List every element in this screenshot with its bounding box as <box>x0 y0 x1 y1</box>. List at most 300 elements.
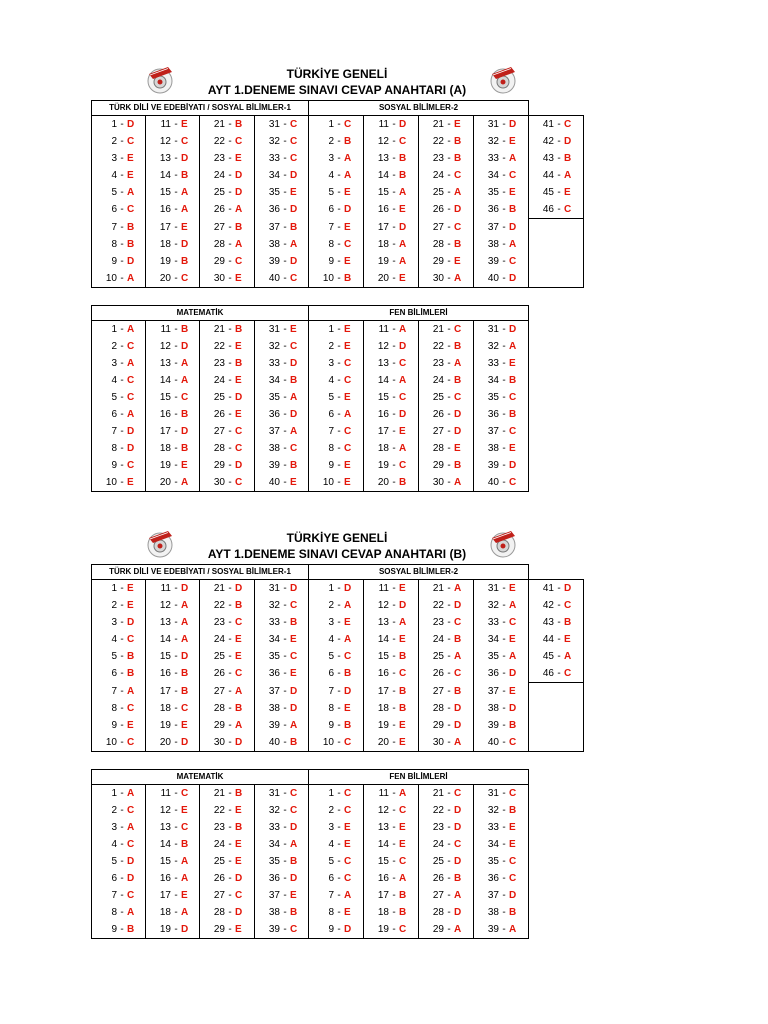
answer-cell: 28 - D <box>419 700 474 717</box>
question-number: 33 <box>487 358 499 369</box>
question-number: 46 <box>542 204 554 215</box>
answer-letter: D <box>290 583 298 594</box>
answer-cell: 36 - D <box>474 665 529 683</box>
answer-cell: 39 - C <box>474 253 529 270</box>
question-number: 28 <box>213 239 225 250</box>
answer-cell: 19 - E <box>146 457 200 474</box>
answer-letter: B <box>399 651 407 662</box>
question-number: 26 <box>213 668 225 680</box>
question-number: 42 <box>542 136 554 147</box>
answer-letter: E <box>399 720 406 731</box>
answer-letter: D <box>454 907 462 918</box>
answer-letter: D <box>509 273 517 284</box>
section-header: FEN BİLİMLERİ <box>309 770 529 785</box>
question-number: 13 <box>159 617 171 628</box>
answer-cell: 8 - C <box>309 236 364 253</box>
question-number: 21 <box>432 583 444 594</box>
question-number: 9 <box>111 924 117 935</box>
answer-letter: D <box>127 873 135 884</box>
answer-cell: 1 - D <box>92 116 146 134</box>
answer-letter: C <box>454 324 462 335</box>
answer-cell: 40 - B <box>255 734 309 752</box>
question-number: 30 <box>432 737 444 748</box>
answer-table-literature-social <box>91 564 584 752</box>
answer-letter: C <box>454 839 462 850</box>
answer-cell: 17 - B <box>146 683 200 701</box>
answer-cell: 13 - D <box>146 150 200 167</box>
question-number: 36 <box>487 873 499 884</box>
answer-cell: 6 - C <box>309 870 364 887</box>
answer-cell: 29 - C <box>200 253 255 270</box>
question-number: 39 <box>487 256 499 267</box>
answer-letter: C <box>235 890 243 901</box>
answer-letter: C <box>290 273 298 284</box>
answer-letter: B <box>235 788 243 799</box>
answer-cell: 35 - C <box>255 648 309 665</box>
answer-cell: 9 - D <box>309 921 364 939</box>
answer-cell: 25 - E <box>200 853 255 870</box>
answer-letter: C <box>564 600 572 611</box>
question-number: 32 <box>487 600 499 611</box>
exam-logo-icon <box>146 66 174 94</box>
question-number: 23 <box>213 617 225 628</box>
answer-letter: C <box>344 426 352 437</box>
answer-letter: B <box>290 375 298 386</box>
answer-cell: 31 - D <box>474 116 529 134</box>
answer-cell: 36 - B <box>474 406 529 423</box>
answer-letter: C <box>127 703 135 714</box>
answer-cell: 36 - D <box>255 201 309 219</box>
answer-cell: 5 - E <box>309 389 364 406</box>
answer-cell: 23 - C <box>419 614 474 631</box>
answer-letter: C <box>235 443 243 454</box>
answer-cell: 41 - C <box>529 116 584 134</box>
answer-cell: 38 - B <box>474 904 529 921</box>
question-number: 36 <box>268 204 280 216</box>
answer-cell: 15 - D <box>146 648 200 665</box>
question-number: 14 <box>159 375 171 386</box>
answer-letter: C <box>127 839 135 850</box>
question-number: 24 <box>432 634 444 645</box>
answer-cell: 21 - C <box>419 785 474 803</box>
answer-letter: E <box>509 443 516 454</box>
answer-cell: 6 - C <box>92 201 146 219</box>
answer-letter: B <box>509 805 517 816</box>
answer-letter: C <box>399 136 407 147</box>
answer-letter: A <box>181 204 189 216</box>
question-number: 12 <box>159 805 171 816</box>
question-number: 9 <box>328 460 334 471</box>
answer-cell: 25 - E <box>200 648 255 665</box>
question-number: 28 <box>213 443 225 454</box>
answer-letter: D <box>399 600 407 611</box>
answer-letter: C <box>290 443 298 454</box>
answer-letter: D <box>181 426 189 437</box>
answer-letter: C <box>399 924 407 935</box>
answer-cell: 36 - D <box>255 870 309 887</box>
answer-cell: 12 - C <box>364 802 419 819</box>
answer-letter: D <box>509 460 517 471</box>
answer-table-math-science <box>91 305 529 492</box>
answer-letter: E <box>344 477 351 488</box>
answer-cell: 4 - C <box>309 372 364 389</box>
answer-cell: 16 - B <box>146 665 200 683</box>
answer-cell: 26 - E <box>200 406 255 423</box>
question-number: 5 <box>328 651 334 662</box>
question-number: 30 <box>213 273 225 284</box>
question-number: 31 <box>268 324 280 335</box>
answer-cell: 45 - A <box>529 648 584 665</box>
question-number: 31 <box>487 119 499 130</box>
answer-cell: 5 - C <box>309 648 364 665</box>
question-number: 11 <box>378 119 389 130</box>
question-number: 2 <box>328 136 334 147</box>
answer-letter: E <box>399 839 406 850</box>
answer-cell: 9 - E <box>309 253 364 270</box>
answer-cell: 32 - A <box>474 597 529 614</box>
answer-cell: 6 - B <box>92 665 146 683</box>
answer-letter: E <box>181 221 188 233</box>
answer-cell: 11 - B <box>146 321 200 339</box>
answer-letter: B <box>235 221 243 233</box>
answer-cell: 33 - E <box>474 355 529 372</box>
answer-cell: 41 - D <box>529 580 584 598</box>
answer-letter: C <box>127 460 135 471</box>
answer-cell: 1 - E <box>309 321 364 339</box>
question-number: 25 <box>432 856 444 867</box>
question-number: 27 <box>432 221 444 233</box>
question-number: 39 <box>487 924 499 935</box>
answer-letter: D <box>509 890 517 901</box>
answer-cell: 25 - A <box>419 648 474 665</box>
question-number: 38 <box>268 703 280 714</box>
answer-cell: 3 - D <box>92 614 146 631</box>
answer-letter: A <box>127 788 135 799</box>
answer-letter: D <box>127 443 135 454</box>
answer-letter: D <box>454 720 462 731</box>
question-number: 25 <box>432 187 444 198</box>
answer-cell: 21 - D <box>200 580 255 598</box>
question-number: 21 <box>213 324 225 335</box>
question-number: 27 <box>432 685 444 697</box>
answer-cell: 35 - B <box>255 853 309 870</box>
question-number: 10 <box>322 737 334 748</box>
answer-letter: A <box>127 685 135 697</box>
answer-cell: 24 - C <box>419 836 474 853</box>
answer-letter: C <box>127 392 135 403</box>
question-number: 27 <box>213 221 225 233</box>
answer-letter: B <box>127 239 135 250</box>
question-number: 37 <box>487 685 499 697</box>
answer-table-math-science <box>91 769 529 939</box>
question-number: 28 <box>213 703 225 714</box>
booklet-a-header <box>91 66 583 100</box>
question-number: 7 <box>111 426 117 437</box>
answer-cell: 3 - C <box>309 355 364 372</box>
question-number: 27 <box>213 890 225 901</box>
question-number: 21 <box>213 788 225 799</box>
answer-letter: E <box>399 634 406 645</box>
booklet-a <box>91 66 583 492</box>
answer-letter: B <box>181 409 189 420</box>
question-number: 21 <box>432 324 444 335</box>
question-number: 14 <box>159 839 171 850</box>
answer-cell: 43 - B <box>529 150 584 167</box>
answer-letter: B <box>399 170 407 181</box>
question-number: 2 <box>111 341 117 352</box>
answer-letter: A <box>454 924 462 935</box>
section-header: TÜRK DİLİ VE EDEBİYATI / SOSYAL BİLİMLER-1 <box>92 565 309 580</box>
answer-cell: 21 - A <box>419 580 474 598</box>
answer-cell: 37 - D <box>474 887 529 904</box>
answer-cell: 1 - A <box>92 321 146 339</box>
question-number: 11 <box>160 583 171 594</box>
answer-cell: 9 - E <box>92 717 146 734</box>
question-number: 17 <box>159 890 171 901</box>
question-number: 22 <box>213 341 225 352</box>
answer-letter: E <box>399 583 406 594</box>
answer-letter: C <box>509 873 517 884</box>
question-number: 38 <box>487 703 499 714</box>
question-number: 6 <box>328 668 334 680</box>
answer-letter: E <box>454 256 461 267</box>
question-number: 25 <box>213 856 225 867</box>
answer-cell: 38 - D <box>474 700 529 717</box>
answer-cell: 2 - B <box>309 133 364 150</box>
answer-letter: C <box>564 119 572 130</box>
answer-cell: 31 - C <box>255 116 309 134</box>
answer-letter: E <box>344 324 351 335</box>
question-number: 4 <box>328 375 334 386</box>
answer-cell: 7 - A <box>309 887 364 904</box>
section-header: TÜRK DİLİ VE EDEBİYATI / SOSYAL BİLİMLER-1 <box>92 101 309 116</box>
answer-cell: 24 - B <box>419 631 474 648</box>
answer-cell: 4 - C <box>92 631 146 648</box>
answer-cell: 21 - B <box>200 116 255 134</box>
answer-cell: 22 - D <box>419 802 474 819</box>
answer-letter: E <box>344 703 351 714</box>
question-number: 6 <box>328 873 334 884</box>
answer-letter: E <box>127 477 134 488</box>
question-number: 13 <box>377 153 389 164</box>
question-number: 12 <box>159 136 171 147</box>
question-number: 7 <box>328 426 334 437</box>
answer-cell: 14 - A <box>146 631 200 648</box>
answer-letter: C <box>127 805 135 816</box>
answer-cell: 29 - E <box>200 921 255 939</box>
question-number: 31 <box>268 119 280 130</box>
answer-letter: E <box>344 221 351 233</box>
answer-cell: 28 - B <box>419 236 474 253</box>
question-number: 10 <box>105 737 117 748</box>
answer-cell: 8 - C <box>309 440 364 457</box>
answer-cell: 9 - B <box>92 921 146 939</box>
answer-letter: C <box>235 617 243 628</box>
question-number: 13 <box>159 822 171 833</box>
answer-letter: C <box>290 341 298 352</box>
answer-letter: E <box>181 720 188 731</box>
answer-letter: B <box>290 617 298 628</box>
answer-cell: 38 - C <box>255 440 309 457</box>
answer-cell: 11 - A <box>364 785 419 803</box>
answer-letter: D <box>290 822 298 833</box>
question-number: 27 <box>213 426 225 437</box>
answer-cell: 17 - E <box>146 887 200 904</box>
question-number: 4 <box>328 839 334 850</box>
answer-letter: A <box>235 239 243 250</box>
answer-cell: 21 - B <box>200 785 255 803</box>
answer-letter: D <box>290 170 298 181</box>
question-number: 28 <box>432 907 444 918</box>
answer-cell: 14 - A <box>146 372 200 389</box>
answer-cell: 37 - B <box>255 219 309 237</box>
answer-letter: A <box>290 239 298 250</box>
question-number: 7 <box>328 890 334 901</box>
question-number: 39 <box>268 924 280 935</box>
answer-cell: 5 - E <box>309 184 364 201</box>
answer-letter: C <box>344 651 352 662</box>
answer-letter: E <box>235 375 242 386</box>
answer-cell: 7 - A <box>92 683 146 701</box>
question-number: 36 <box>268 668 280 680</box>
question-number: 34 <box>268 170 280 181</box>
answer-letter: A <box>181 477 189 488</box>
answer-letter: C <box>290 651 298 662</box>
question-number: 20 <box>377 737 389 748</box>
answer-letter: E <box>235 409 242 420</box>
answer-cell: 6 - A <box>92 406 146 423</box>
answer-letter: D <box>454 822 462 833</box>
answer-cell: 18 - C <box>146 700 200 717</box>
question-number: 6 <box>328 204 334 216</box>
answer-cell: 29 - D <box>200 457 255 474</box>
answer-cell: 16 - E <box>364 201 419 219</box>
answer-letter: E <box>235 805 242 816</box>
answer-letter: C <box>454 392 462 403</box>
answer-cell: 12 - D <box>364 597 419 614</box>
answer-cell: 11 - D <box>146 580 200 598</box>
answer-letter: D <box>235 583 243 594</box>
question-number: 10 <box>105 477 117 488</box>
answer-cell: 2 - C <box>309 802 364 819</box>
question-number: 24 <box>432 170 444 181</box>
answer-letter: D <box>181 153 189 164</box>
answer-cell: 27 - A <box>200 683 255 701</box>
answer-cell: 20 - E <box>364 270 419 288</box>
question-number: 28 <box>432 443 444 454</box>
answer-letter: E <box>454 119 461 130</box>
answer-cell: 26 - D <box>419 406 474 423</box>
question-number: 18 <box>377 239 389 250</box>
question-number: 13 <box>377 358 389 369</box>
answer-cell: 7 - E <box>309 219 364 237</box>
answer-letter: D <box>399 119 407 130</box>
question-number: 35 <box>487 856 499 867</box>
answer-cell: 3 - A <box>92 355 146 372</box>
exam-logo-icon <box>489 530 517 558</box>
answer-letter: C <box>181 392 189 403</box>
answer-letter: B <box>181 256 189 267</box>
question-number: 3 <box>328 617 334 628</box>
answer-cell: 30 - A <box>419 270 474 288</box>
answer-letter: A <box>454 737 462 748</box>
answer-cell: 3 - E <box>309 819 364 836</box>
answer-cell: 19 - C <box>364 921 419 939</box>
question-number: 31 <box>268 583 280 594</box>
question-number: 12 <box>377 341 389 352</box>
answer-cell: 26 - D <box>200 870 255 887</box>
answer-cell: 45 - E <box>529 184 584 201</box>
answer-cell: 25 - D <box>200 389 255 406</box>
question-number: 16 <box>377 204 389 216</box>
answer-cell: 22 - E <box>200 338 255 355</box>
question-number: 3 <box>328 822 334 833</box>
answer-letter: A <box>127 273 135 284</box>
answer-cell: 29 - A <box>419 921 474 939</box>
answer-letter: A <box>509 651 517 662</box>
question-number: 32 <box>487 805 499 816</box>
answer-letter: D <box>509 119 517 130</box>
answer-cell: 33 - D <box>255 355 309 372</box>
question-number: 35 <box>487 187 499 198</box>
question-number: 36 <box>268 409 280 420</box>
answer-letter: E <box>344 341 351 352</box>
answer-cell: 18 - B <box>364 700 419 717</box>
answer-letter: D <box>235 907 243 918</box>
question-number: 16 <box>159 668 171 680</box>
answer-letter: C <box>290 924 298 935</box>
answer-letter: D <box>399 221 407 233</box>
question-number: 6 <box>111 204 117 216</box>
answer-letter: A <box>181 907 189 918</box>
answer-letter: B <box>181 170 189 181</box>
question-number: 2 <box>328 341 334 352</box>
answer-letter: A <box>509 153 517 164</box>
answer-cell: 19 - E <box>364 717 419 734</box>
question-number: 35 <box>268 392 280 403</box>
answer-letter: C <box>564 204 572 215</box>
question-number: 6 <box>328 409 334 420</box>
answer-cell: 32 - C <box>255 597 309 614</box>
question-number: 37 <box>487 221 499 233</box>
answer-cell: 4 - A <box>309 167 364 184</box>
question-number: 31 <box>268 788 280 799</box>
question-number: 13 <box>377 617 389 628</box>
question-number: 1 <box>111 119 117 130</box>
question-number: 26 <box>213 204 225 216</box>
answer-letter: D <box>454 204 462 216</box>
answer-cell: 22 - C <box>200 133 255 150</box>
question-number: 29 <box>213 460 225 471</box>
question-number: 41 <box>542 583 554 594</box>
answer-letter: A <box>399 324 407 335</box>
answer-cell: 26 - B <box>419 870 474 887</box>
answer-letter: B <box>127 924 135 935</box>
answer-cell: 18 - D <box>146 236 200 253</box>
question-number: 46 <box>542 668 554 679</box>
question-number: 33 <box>487 617 499 628</box>
answer-letter: C <box>509 392 517 403</box>
answer-letter: E <box>127 153 134 164</box>
answer-cell: 25 - A <box>419 184 474 201</box>
question-number: 7 <box>328 685 334 697</box>
question-number: 18 <box>377 907 389 918</box>
question-number: 5 <box>328 856 334 867</box>
answer-cell: 10 - C <box>309 734 364 752</box>
answer-letter: A <box>181 856 189 867</box>
question-number: 40 <box>268 477 280 488</box>
question-number: 15 <box>159 856 171 867</box>
